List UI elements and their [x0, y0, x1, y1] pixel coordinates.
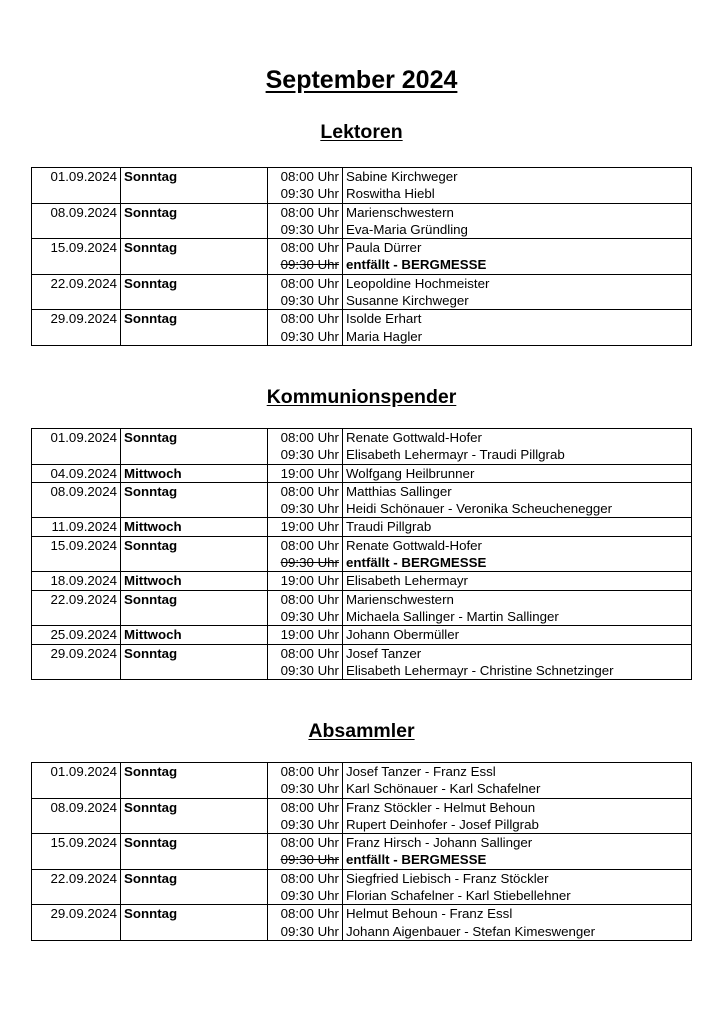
table-row: [32, 328, 692, 346]
weekday-cell: Sonntag: [121, 869, 268, 887]
time-cell: 19:00 Uhr: [268, 464, 343, 482]
names-cell: Franz Stöckler - Helmut Behoun: [343, 798, 692, 816]
table-row: [32, 626, 692, 644]
table-row: [32, 798, 692, 816]
names-cell: Elisabeth Lehermayr - Traudi Pillgrab: [343, 446, 692, 464]
table-row: [32, 446, 692, 464]
table-row: [32, 869, 692, 887]
table-row: [32, 905, 692, 923]
names-cell: Leopoldine Hochmeister: [343, 274, 692, 292]
time-cell: 08:00 Uhr: [268, 168, 343, 186]
day-group: [32, 869, 692, 905]
table-row: [32, 662, 692, 680]
table-row: [32, 221, 692, 239]
names-cell: Isolde Erhart: [343, 310, 692, 328]
date-cell: 08.09.2024: [32, 203, 121, 221]
time-cell: 08:00 Uhr: [268, 763, 343, 781]
time-cell: 09:30 Uhr: [268, 292, 343, 310]
time-cell: 09:30 Uhr: [268, 256, 343, 274]
table-row: [32, 536, 692, 554]
weekday-cell: [121, 662, 268, 680]
table-row: [32, 887, 692, 905]
date-cell: 25.09.2024: [32, 626, 121, 644]
date-cell: [32, 851, 121, 869]
date-cell: 08.09.2024: [32, 798, 121, 816]
weekday-cell: [121, 446, 268, 464]
day-group: [32, 590, 692, 626]
weekday-cell: Sonntag: [121, 644, 268, 662]
date-cell: 29.09.2024: [32, 905, 121, 923]
weekday-cell: [121, 923, 268, 941]
time-cell: 19:00 Uhr: [268, 626, 343, 644]
names-cell: entfällt - BERGMESSE: [343, 851, 692, 869]
weekday-cell: Sonntag: [121, 168, 268, 186]
names-cell: entfällt - BERGMESSE: [343, 256, 692, 274]
day-group: [32, 834, 692, 870]
time-cell: 09:30 Uhr: [268, 221, 343, 239]
date-cell: 11.09.2024: [32, 518, 121, 536]
date-cell: [32, 292, 121, 310]
names-cell: Maria Hagler: [343, 328, 692, 346]
time-cell: 09:30 Uhr: [268, 446, 343, 464]
names-cell: Florian Schafelner - Karl Stiebellehner: [343, 887, 692, 905]
date-cell: 01.09.2024: [32, 429, 121, 447]
names-cell: Michaela Sallinger - Martin Sallinger: [343, 608, 692, 626]
names-cell: Paula Dürrer: [343, 239, 692, 257]
weekday-cell: [121, 256, 268, 274]
date-cell: [32, 780, 121, 798]
time-cell: 09:30 Uhr: [268, 780, 343, 798]
day-group: [32, 644, 692, 680]
time-cell: 09:30 Uhr: [268, 608, 343, 626]
table-row: [32, 608, 692, 626]
weekday-cell: [121, 608, 268, 626]
names-cell: entfällt - BERGMESSE: [343, 554, 692, 572]
weekday-cell: Sonntag: [121, 763, 268, 781]
date-cell: [32, 816, 121, 834]
time-cell: 09:30 Uhr: [268, 816, 343, 834]
page-title: September 2024: [265, 66, 458, 94]
weekday-cell: Sonntag: [121, 203, 268, 221]
names-cell: Johann Aigenbauer - Stefan Kimeswenger: [343, 923, 692, 941]
names-cell: Rupert Deinhofer - Josef Pillgrab: [343, 816, 692, 834]
weekday-cell: [121, 185, 268, 203]
weekday-cell: Sonntag: [121, 482, 268, 500]
time-cell: 19:00 Uhr: [268, 518, 343, 536]
table-row: [32, 644, 692, 662]
date-cell: 15.09.2024: [32, 834, 121, 852]
absammler-table: [31, 762, 692, 941]
weekday-cell: [121, 780, 268, 798]
day-group: [32, 274, 692, 310]
time-cell: 08:00 Uhr: [268, 429, 343, 447]
weekday-cell: Sonntag: [121, 798, 268, 816]
names-cell: Heidi Schönauer - Veronika Scheuchenegger: [343, 500, 692, 518]
time-cell: 08:00 Uhr: [268, 869, 343, 887]
weekday-cell: Mittwoch: [121, 464, 268, 482]
table-row: [32, 310, 692, 328]
time-cell: 08:00 Uhr: [268, 482, 343, 500]
date-cell: 22.09.2024: [32, 869, 121, 887]
weekday-cell: Sonntag: [121, 239, 268, 257]
day-group: [32, 239, 692, 275]
table-row: [32, 185, 692, 203]
table-row: [32, 292, 692, 310]
time-cell: 09:30 Uhr: [268, 554, 343, 572]
day-group: [32, 482, 692, 518]
time-cell: 08:00 Uhr: [268, 203, 343, 221]
weekday-cell: [121, 221, 268, 239]
time-cell: 08:00 Uhr: [268, 798, 343, 816]
lektoren-table: [31, 167, 692, 346]
names-cell: Josef Tanzer: [343, 644, 692, 662]
weekday-cell: Sonntag: [121, 274, 268, 292]
table-row: [32, 518, 692, 536]
time-cell: 08:00 Uhr: [268, 834, 343, 852]
names-cell: Eva-Maria Gründling: [343, 221, 692, 239]
time-cell: 08:00 Uhr: [268, 644, 343, 662]
date-cell: 08.09.2024: [32, 482, 121, 500]
day-group: [32, 763, 692, 799]
names-cell: Siegfried Liebisch - Franz Stöckler: [343, 869, 692, 887]
date-cell: 04.09.2024: [32, 464, 121, 482]
weekday-cell: [121, 887, 268, 905]
table-row: [32, 554, 692, 572]
names-cell: Josef Tanzer - Franz Essl: [343, 763, 692, 781]
names-cell: Elisabeth Lehermayr - Christine Schnetzinger: [343, 662, 692, 680]
day-group: [32, 905, 692, 941]
weekday-cell: Sonntag: [121, 905, 268, 923]
table-row: [32, 168, 692, 186]
date-cell: 01.09.2024: [32, 763, 121, 781]
day-group: [32, 429, 692, 465]
day-group: [32, 168, 692, 204]
time-cell: 09:30 Uhr: [268, 851, 343, 869]
date-cell: 01.09.2024: [32, 168, 121, 186]
time-cell: 09:30 Uhr: [268, 328, 343, 346]
names-cell: Matthias Sallinger: [343, 482, 692, 500]
weekday-cell: Sonntag: [121, 834, 268, 852]
date-cell: [32, 185, 121, 203]
day-group: [32, 203, 692, 239]
table-row: [32, 500, 692, 518]
names-cell: Karl Schönauer - Karl Schafelner: [343, 780, 692, 798]
time-cell: 08:00 Uhr: [268, 274, 343, 292]
table-row: [32, 482, 692, 500]
table-row: [32, 256, 692, 274]
weekday-cell: Mittwoch: [121, 626, 268, 644]
day-group: [32, 310, 692, 346]
weekday-cell: Mittwoch: [121, 518, 268, 536]
time-cell: 19:00 Uhr: [268, 572, 343, 590]
weekday-cell: Sonntag: [121, 429, 268, 447]
weekday-cell: [121, 851, 268, 869]
date-cell: 15.09.2024: [32, 536, 121, 554]
date-cell: [32, 554, 121, 572]
names-cell: Roswitha Hiebl: [343, 185, 692, 203]
names-cell: Sabine Kirchweger: [343, 168, 692, 186]
names-cell: Franz Hirsch - Johann Sallinger: [343, 834, 692, 852]
section-heading-absammler: Absammler: [308, 720, 415, 742]
table-row: [32, 274, 692, 292]
table-row: [32, 572, 692, 590]
table-row: [32, 923, 692, 941]
weekday-cell: Sonntag: [121, 590, 268, 608]
weekday-cell: Sonntag: [121, 310, 268, 328]
names-cell: Renate Gottwald-Hofer: [343, 536, 692, 554]
weekday-cell: [121, 328, 268, 346]
date-cell: 29.09.2024: [32, 310, 121, 328]
day-group: [32, 798, 692, 834]
time-cell: 08:00 Uhr: [268, 239, 343, 257]
names-cell: Renate Gottwald-Hofer: [343, 429, 692, 447]
table-row: [32, 429, 692, 447]
time-cell: 09:30 Uhr: [268, 662, 343, 680]
weekday-cell: Sonntag: [121, 536, 268, 554]
names-cell: Marienschwestern: [343, 203, 692, 221]
names-cell: Marienschwestern: [343, 590, 692, 608]
names-cell: Helmut Behoun - Franz Essl: [343, 905, 692, 923]
table-row: [32, 464, 692, 482]
weekday-cell: Mittwoch: [121, 572, 268, 590]
names-cell: Wolfgang Heilbrunner: [343, 464, 692, 482]
time-cell: 09:30 Uhr: [268, 185, 343, 203]
weekday-cell: [121, 292, 268, 310]
date-cell: 22.09.2024: [32, 274, 121, 292]
date-cell: [32, 446, 121, 464]
weekday-cell: [121, 816, 268, 834]
date-cell: [32, 328, 121, 346]
date-cell: [32, 662, 121, 680]
names-cell: Traudi Pillgrab: [343, 518, 692, 536]
kommunionspender-table: [31, 428, 692, 680]
time-cell: 09:30 Uhr: [268, 887, 343, 905]
section-heading-lektoren: Lektoren: [320, 121, 403, 143]
table-row: [32, 763, 692, 781]
date-cell: [32, 608, 121, 626]
table-row: [32, 851, 692, 869]
date-cell: 15.09.2024: [32, 239, 121, 257]
table-row: [32, 590, 692, 608]
section-heading-kommunionspender: Kommunionspender: [266, 386, 457, 408]
time-cell: 08:00 Uhr: [268, 536, 343, 554]
time-cell: 08:00 Uhr: [268, 310, 343, 328]
names-cell: Johann Obermüller: [343, 626, 692, 644]
table-row: [32, 780, 692, 798]
names-cell: Elisabeth Lehermayr: [343, 572, 692, 590]
date-cell: [32, 256, 121, 274]
time-cell: 09:30 Uhr: [268, 500, 343, 518]
time-cell: 09:30 Uhr: [268, 923, 343, 941]
date-cell: [32, 923, 121, 941]
table-row: [32, 834, 692, 852]
time-cell: 08:00 Uhr: [268, 905, 343, 923]
date-cell: [32, 500, 121, 518]
day-group: [32, 536, 692, 572]
day-group: [32, 518, 692, 536]
table-row: [32, 203, 692, 221]
date-cell: 22.09.2024: [32, 590, 121, 608]
day-group: [32, 626, 692, 644]
date-cell: 29.09.2024: [32, 644, 121, 662]
date-cell: [32, 221, 121, 239]
time-cell: 08:00 Uhr: [268, 590, 343, 608]
day-group: [32, 572, 692, 590]
table-row: [32, 816, 692, 834]
weekday-cell: [121, 500, 268, 518]
day-group: [32, 464, 692, 482]
weekday-cell: [121, 554, 268, 572]
date-cell: [32, 887, 121, 905]
names-cell: Susanne Kirchweger: [343, 292, 692, 310]
date-cell: 18.09.2024: [32, 572, 121, 590]
table-row: [32, 239, 692, 257]
